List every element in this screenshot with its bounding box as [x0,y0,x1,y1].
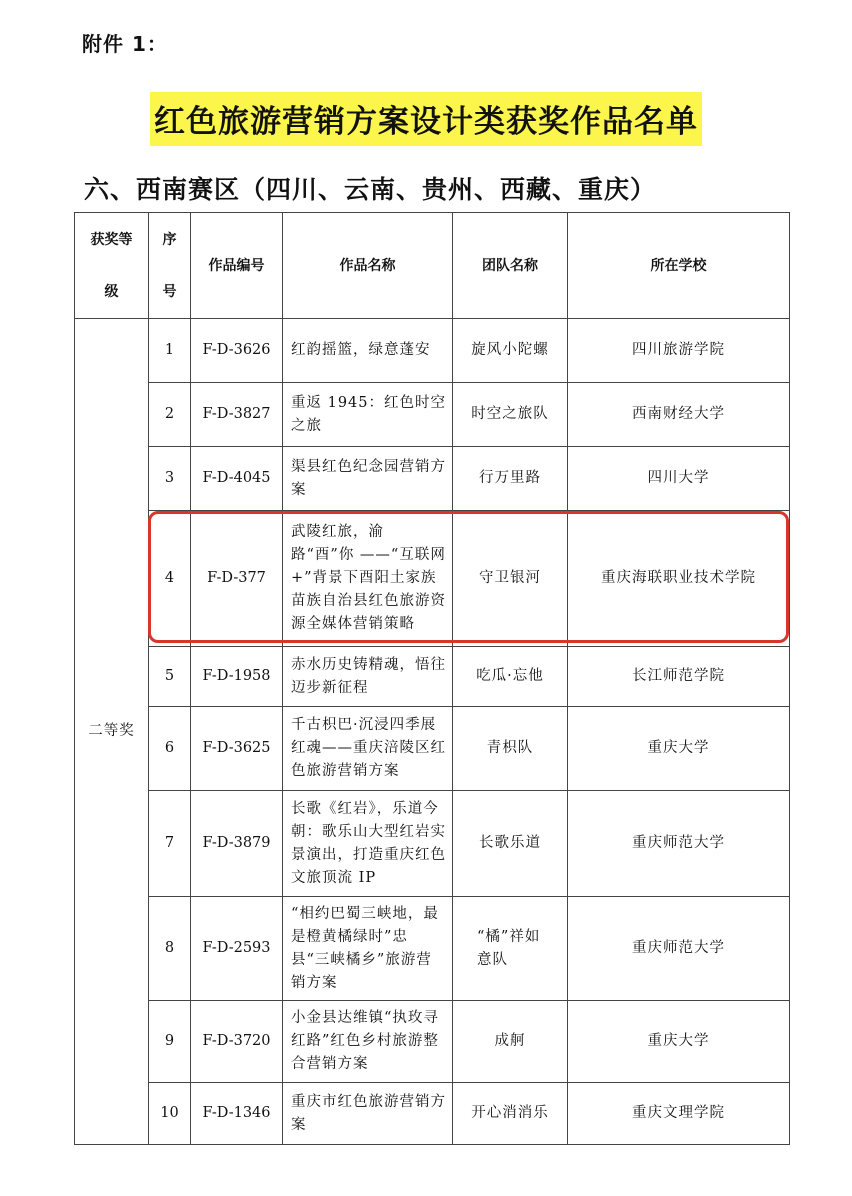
table-row [75,707,790,791]
work-code: F-D-2593 [191,897,283,1001]
team-name: 青枳队 [453,707,568,791]
section-title: 六、西南赛区（四川、云南、贵州、西藏、重庆） [84,175,657,204]
work-name: 千古枳巴·沉浸四季展红魂——重庆涪陵区红色旅游营销方案 [283,707,453,791]
work-code: F-D-3625 [191,707,283,791]
team-name: 旋风小陀螺 [453,319,568,383]
work-code: F-D-3827 [191,383,283,447]
school-name: 四川旅游学院 [568,319,790,383]
row-number: 8 [149,897,191,1001]
table-row [75,1001,790,1083]
table-header-row [75,213,790,319]
school-name: 重庆文理学院 [568,1083,790,1145]
school-name: 重庆大学 [568,1001,790,1083]
work-code: F-D-4045 [191,447,283,511]
table-row [75,1083,790,1145]
team-name: 行万里路 [453,447,568,511]
document-title: 红色旅游营销方案设计类获奖作品名单 [150,92,702,146]
row-number: 2 [149,383,191,447]
awards-table [74,212,790,1145]
attachment-label: 附件 1： [82,32,168,56]
work-name: 红韵摇篮，绿意蓬安 [283,319,453,383]
row-number: 5 [149,647,191,707]
work-name: 长歌《红岩》，乐道今朝：歌乐山大型红岩实景演出，打造重庆红色文旅顶流 IP [283,791,453,897]
header-team-name: 团队名称 [453,213,568,319]
table-row [75,383,790,447]
work-name: 武陵红旅，渝路“酉”你 ——“互联网+”背景下酉阳土家族苗族自治县红色旅游资源全媒体营销策略 [283,511,453,647]
table-row [75,319,790,383]
table-row [75,647,790,707]
table-row [75,897,790,1001]
work-name: “相约巴蜀三峡地，最是橙黄橘绿时”忠县“三峡橘乡”旅游营销方案 [283,897,453,1001]
school-name: 重庆海联职业技术学院 [568,511,790,647]
work-code: F-D-377 [191,511,283,647]
school-name: 西南财经大学 [568,383,790,447]
school-name: 重庆师范大学 [568,791,790,897]
header-work-name: 作品名称 [283,213,453,319]
work-code: F-D-3879 [191,791,283,897]
row-number: 3 [149,447,191,511]
team-name: 开心消消乐 [453,1083,568,1145]
row-number: 6 [149,707,191,791]
title-wrapper [0,92,852,146]
header-number: 序号 [149,213,191,319]
work-code: F-D-3720 [191,1001,283,1083]
team-name: 时空之旅队 [453,383,568,447]
header-work-code: 作品编号 [191,213,283,319]
school-name: 重庆师范大学 [568,897,790,1001]
school-name: 四川大学 [568,447,790,511]
team-name: 吃瓜·忘他 [453,647,568,707]
school-name: 长江师范学院 [568,647,790,707]
team-name: 守卫银河 [453,511,568,647]
school-name: 重庆大学 [568,707,790,791]
row-number: 10 [149,1083,191,1145]
team-name: 长歌乐道 [453,791,568,897]
table-row [75,791,790,897]
row-number: 4 [149,511,191,647]
work-name: 赤水历史铸精魂，悟往迈步新征程 [283,647,453,707]
row-number: 7 [149,791,191,897]
award-level-cell: 二等奖 [75,319,149,1145]
header-award-level: 获奖等级 [75,213,149,319]
work-name: 小金县达维镇“执玫寻红路”红色乡村旅游整合营销方案 [283,1001,453,1083]
header-school: 所在学校 [568,213,790,319]
team-name: “橘”祥如意队 [453,897,568,1001]
work-name: 渠县红色纪念园营销方案 [283,447,453,511]
work-code: F-D-1346 [191,1083,283,1145]
work-code: F-D-1958 [191,647,283,707]
table-row [75,447,790,511]
table-row-highlighted [75,511,790,647]
row-number: 9 [149,1001,191,1083]
work-name: 重返 1945：红色时空之旅 [283,383,453,447]
work-code: F-D-3626 [191,319,283,383]
team-name: 成舸 [453,1001,568,1083]
row-number: 1 [149,319,191,383]
work-name: 重庆市红色旅游营销方案 [283,1083,453,1145]
